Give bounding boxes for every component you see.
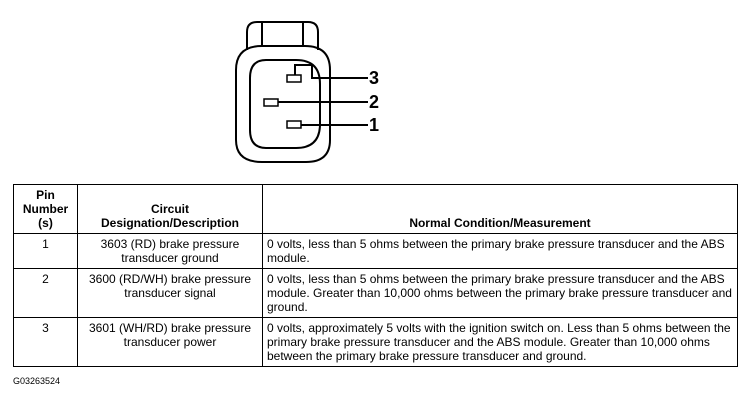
table-row bbox=[14, 318, 738, 367]
table-row bbox=[14, 269, 738, 318]
connector-face bbox=[250, 60, 320, 148]
measurement-cell: 0 volts, approximately 5 volts with the ignition switch on. Less than 5 ohms between the primary brake pressure transducer and the ABS module. Greater than 10,000 ohms between the primary brake pressure transducer and ground. bbox=[263, 318, 738, 367]
circuit-cell: 3600 (RD/WH) brake pressure transducer signal bbox=[78, 269, 263, 318]
connector-diagram bbox=[0, 0, 750, 180]
pin-2-terminal bbox=[264, 99, 278, 106]
header-measurement: Normal Condition/Measurement bbox=[263, 185, 738, 234]
figure-id: G03263524 bbox=[13, 376, 61, 386]
measurement-cell: 0 volts, less than 5 ohms between the primary brake pressure transducer and the ABS module. bbox=[263, 234, 738, 269]
pin-1-terminal bbox=[287, 121, 301, 128]
pin-cell: 1 bbox=[14, 234, 78, 269]
pin-2-label: 2 bbox=[369, 92, 380, 112]
pin-cell: 2 bbox=[14, 269, 78, 318]
pin-3-terminal bbox=[287, 75, 301, 82]
header-circuit: Circuit Designation/Description bbox=[78, 185, 263, 234]
header-pin-number: Pin Number (s) bbox=[14, 185, 78, 234]
pin-cell: 3 bbox=[14, 318, 78, 367]
table-row bbox=[14, 234, 738, 269]
measurement-cell: 0 volts, less than 5 ohms between the primary brake pressure transducer and the ABS module. Greater than 10,000 ohms between the primary brake pressure transducer and ground. bbox=[263, 269, 738, 318]
pin-3-label: 3 bbox=[369, 68, 380, 88]
pin-3-leader bbox=[295, 65, 368, 78]
circuit-cell: 3603 (RD) brake pressure transducer ground bbox=[78, 234, 263, 269]
circuit-cell: 3601 (WH/RD) brake pressure transducer power bbox=[78, 318, 263, 367]
table-header-row bbox=[14, 185, 738, 234]
pin-1-label: 1 bbox=[369, 115, 380, 135]
pin-table bbox=[13, 184, 738, 367]
